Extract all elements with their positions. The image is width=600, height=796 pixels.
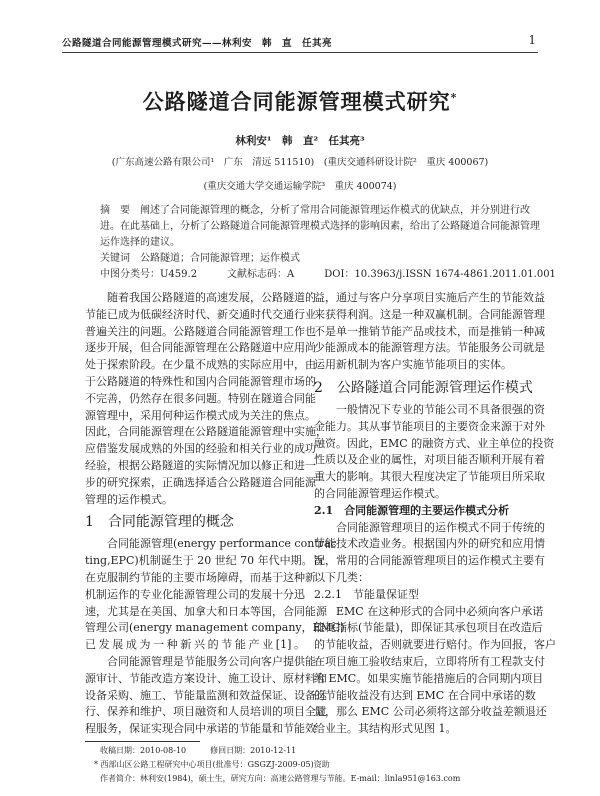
paragraph-line: 来获得利润。这是一种双赢机制。合同能源管理: [314, 307, 545, 321]
paragraph-line: 给业主。其结构形式见图 1。: [314, 722, 457, 736]
paragraph-line: 程服务，保证实现合同中承诺的节能量和节能效: [85, 722, 316, 736]
paragraph-line: 机制运作的专业化能源管理公司的发展十分迅: [85, 587, 305, 601]
section-heading-2: 2 公路隧道合同能源管理运作模式: [314, 379, 533, 396]
abstract-line: 运作选择的建议。: [100, 237, 180, 248]
paragraph-line: 不完善，仍然存在很多问题。特别在隧道合同能: [85, 391, 316, 405]
paragraph-line: 源审计、节能改造方案设计、施工设计、原材料和: [85, 671, 327, 685]
section-heading-1: 1 合同能源管理的概念: [85, 514, 234, 531]
paragraph-line: 处于探索阶段。在少量不成熟的实际应用中，由: [85, 358, 316, 372]
paragraph-line: 管理的运作模式。: [85, 492, 173, 506]
paragraph-line: 运用新机制为客户实施节能项目的实体。: [314, 358, 512, 372]
footnote-funding: * 西部山区公路工程研究中心项目(批准号：GSGZJ-2009-05)资助: [94, 760, 330, 769]
abstract-line: 进。在此基础上，分析了公路隧道合同能源管理模式选择的影响因素，给出了公路隧道合同能源管理: [100, 221, 540, 232]
abstract-block: [100, 203, 556, 283]
header-rule: [62, 52, 538, 53]
paragraph-line: 行、保养和维护、项目融资和人员培训的项目全过: [85, 705, 327, 719]
paragraph-line: 合同能源管理(energy performance contrac: [85, 537, 337, 551]
paragraph-line: 经验，根据公路隧道的实际情况加以修正和进一: [85, 458, 316, 472]
footnote-author-bio: 作者简介：林利安(1984)，硕士生，研究方向：高速公路管理与节能。E-mail：linla951@163.com: [100, 774, 461, 783]
paragraph-line: 于公路隧道的特殊性和国内合同能源管理市场的: [85, 374, 316, 388]
paragraph-line: 步的研究探索，正确选择适合公路隧道合同能源: [85, 475, 316, 489]
abstract-line: 摘 要 阐述了合同能源管理的概念，分析了常用合同能源管理运作模式的优缺点，并分别进行改: [100, 205, 530, 216]
paragraph-line: 融资。因此，EMC 的融资方式、业主单位的投资: [314, 436, 555, 450]
paragraph-line: 合同能源管理是节能服务公司向客户提供能: [85, 654, 316, 668]
paragraph-line: 因此，合同能源管理在公路隧道能源管理中实施，: [85, 425, 327, 439]
paragraph-line: 节能技术改造业务。根据国内外的研究和应用情: [314, 537, 545, 551]
authors: 林利安¹ 韩 直² 任其亮³: [235, 135, 365, 147]
title-footnote-mark: *: [450, 91, 458, 104]
paragraph-line: EMC 在这种形式的合同中必须向客户承诺: [314, 604, 544, 618]
title-text: 公路隧道合同能源管理模式研究: [142, 89, 451, 114]
paragraph-line: 管理公司(energy management company，EMC): [85, 621, 345, 635]
paragraph-line: 不是单一推销节能产品或技术，而是推销一种减: [314, 324, 545, 338]
paragraph-line: 的节能收益没有达到 EMC 在合同中承诺的数: [314, 688, 536, 702]
paragraph-line: 一般情况下专业的节能公司不具备很强的资: [314, 402, 545, 416]
paragraph-line: 能耗指标(节能量)，即保证其承包项目在改造后: [314, 621, 543, 635]
paragraph-line: 益，通过与客户分享项目实施后产生的节能效益: [314, 291, 545, 304]
paragraph-line: 节能已成为低碳经济时代、新交通时代交通行业: [85, 307, 316, 321]
paragraph-line: 性质以及企业的属性，对项目能否顺利开展有着: [314, 453, 545, 467]
paragraph-line: 速，尤其是在美国、加拿大和日本等国，合同能源: [85, 604, 327, 618]
affiliation-line-1: (广东高速公路有限公司¹ 广东 清远 511510) (重庆交通科研设计院² 重庆 400067): [111, 157, 489, 168]
paragraph-line: 普遍关注的问题。公路隧道合同能源管理工作也: [85, 324, 316, 338]
keywords-line: 关键词 公路隧道；合同能源管理；运作模式: [100, 253, 300, 264]
running-header: 公路隧道合同能源管理模式研究——林利安 韩 直 任其亮: [62, 38, 333, 49]
paragraph-line: 逐步开展，但合同能源管理在公路隧道中应用尚: [85, 341, 316, 355]
classification-line: 中图分类号：U459.2 文献标志码：A DOI：10.3963/j.ISSN 1674-4861.2011.01.001: [100, 269, 556, 280]
footnote-dates: 收稿日期：2010-08-10 修回日期：2010-12-11: [100, 746, 297, 755]
paragraph-line: 的合同能源管理运作模式。: [314, 486, 446, 500]
paragraph-line: ting,EPC)机制诞生于 20 世纪 70 年代中期。旨: [85, 554, 324, 568]
paragraph-line: 合同能源管理项目的运作模式不同于传统的: [314, 520, 545, 534]
paragraph-line: 在克服制约节能的主要市场障碍，而基于这种新: [85, 570, 316, 584]
paragraph-line: 少能源成本的能源管理方法。节能服务公司就是: [314, 341, 545, 355]
footnote-rule: [85, 741, 200, 742]
paragraph-line: 的节能收益，否则就要进行赔付。作为回报，客户: [314, 638, 556, 652]
right-column: [314, 290, 556, 738]
page-number: 1: [528, 33, 536, 47]
paragraph-line: 随着我国公路隧道的高速发展，公路隧道的: [85, 291, 316, 304]
paragraph-line: 设备采购、施工、节能量监测和效益保证、设备运: [85, 688, 327, 702]
paragraph-line: 金能力。其从事节能项目的主要资金来源于对外: [314, 419, 545, 433]
paragraph-line: 量，那么 EMC 公司必须将这部分收益差额退还: [314, 705, 547, 719]
affiliation-line-2: (重庆交通大学交通运输学院³ 重庆 400074): [203, 181, 397, 192]
paper-title: [0, 86, 600, 116]
paragraph-line: 给 EMC。如果实施节能措施后的合同期内项目: [314, 671, 544, 685]
paragraph-line: 已发展成为一种新兴的节能产业[1]。: [85, 638, 305, 652]
paragraph-line: 源管理中，采用何种运作模式成为关注的焦点。: [85, 408, 316, 422]
paragraph-line: 况，常用的合同能源管理项目的运作模式主要有: [314, 554, 545, 568]
paragraph-line: 以下几类：: [314, 570, 369, 584]
paragraph-line: 在项目施工验收结束后，立即将所有工程款支付: [314, 654, 545, 668]
subsection-heading-2-1: 2.1 合同能源管理的主要运作模式分析: [314, 503, 510, 517]
subsubsection-heading-2-2-1: 2.2.1 节能量保证型: [314, 587, 419, 601]
paragraph-line: 应借鉴发展成熟的外国的经验和相关行业的成功: [85, 442, 316, 456]
paragraph-line: 重大的影响。其很大程度决定了节能项目所采取: [314, 470, 545, 484]
